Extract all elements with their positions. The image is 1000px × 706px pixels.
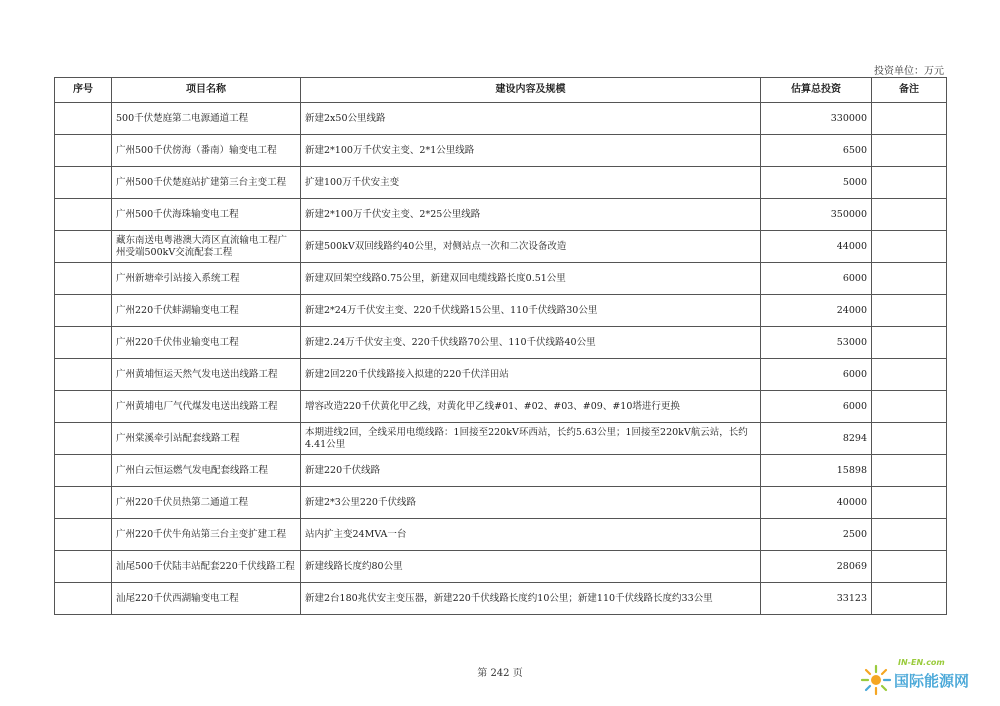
table-row — [55, 551, 947, 583]
table-row — [55, 103, 947, 135]
watermark-logo — [858, 652, 996, 702]
table-row — [55, 231, 947, 263]
cell-seq — [55, 519, 112, 551]
header-seq: 序号 — [55, 78, 112, 103]
cell-note — [872, 583, 947, 615]
cell-seq — [55, 487, 112, 519]
cell-project-name: 汕尾220千伏西湖输变电工程 — [112, 583, 301, 615]
table-row — [55, 327, 947, 359]
cell-investment: 40000 — [761, 487, 872, 519]
cell-project-name: 广州220千伏蚌湖输变电工程 — [112, 295, 301, 327]
cell-note — [872, 103, 947, 135]
cell-seq — [55, 199, 112, 231]
cell-investment: 15898 — [761, 455, 872, 487]
watermark-name: 国际能源网 — [894, 672, 970, 690]
cell-note — [872, 231, 947, 263]
investment-unit-label: 投资单位：万元 — [874, 66, 944, 77]
cell-investment: 6000 — [761, 263, 872, 295]
cell-seq — [55, 327, 112, 359]
cell-seq — [55, 583, 112, 615]
cell-content: 新建2x50公里线路 — [301, 103, 761, 135]
cell-investment: 350000 — [761, 199, 872, 231]
cell-content: 本期进线2回，全线采用电缆线路：1回接至220kV环西站，长约5.63公里；1回接至220kV航云站，长约4.41公里 — [301, 423, 761, 455]
cell-project-name: 广州白云恒运燃气发电配套线路工程 — [112, 455, 301, 487]
table-row — [55, 519, 947, 551]
cell-content: 新建2台180兆伏安主变压器，新建220千伏线路长度约10公里；新建110千伏线路长度约33公里 — [301, 583, 761, 615]
cell-investment: 24000 — [761, 295, 872, 327]
table-row — [55, 487, 947, 519]
cell-seq — [55, 423, 112, 455]
cell-seq — [55, 455, 112, 487]
cell-project-name: 广州黄埔电厂气代煤发电送出线路工程 — [112, 391, 301, 423]
table-row — [55, 359, 947, 391]
cell-project-name: 广州500千伏傍海（番南）输变电工程 — [112, 135, 301, 167]
cell-note — [872, 423, 947, 455]
table-row — [55, 167, 947, 199]
cell-seq — [55, 135, 112, 167]
cell-content: 扩建100万千伏安主变 — [301, 167, 761, 199]
cell-content: 新建双回架空线路0.75公里，新建双回电缆线路长度0.51公里 — [301, 263, 761, 295]
cell-content: 新建2*100万千伏安主变、2*1公里线路 — [301, 135, 761, 167]
cell-project-name: 广州500千伏楚庭站扩建第三台主变工程 — [112, 167, 301, 199]
project-table — [54, 77, 947, 615]
cell-project-name: 广州220千伏员热第二通道工程 — [112, 487, 301, 519]
cell-note — [872, 167, 947, 199]
cell-seq — [55, 103, 112, 135]
cell-note — [872, 519, 947, 551]
cell-project-name: 广州新塘牵引站接入系统工程 — [112, 263, 301, 295]
cell-note — [872, 295, 947, 327]
cell-seq — [55, 263, 112, 295]
cell-investment: 6500 — [761, 135, 872, 167]
table-row — [55, 295, 947, 327]
cell-note — [872, 391, 947, 423]
cell-note — [872, 551, 947, 583]
cell-investment: 44000 — [761, 231, 872, 263]
cell-note — [872, 199, 947, 231]
cell-content: 新建2*24万千伏安主变、220千伏线路15公里、110千伏线路30公里 — [301, 295, 761, 327]
cell-content: 新建2.24万千伏安主变、220千伏线路70公里、110千伏线路40公里 — [301, 327, 761, 359]
cell-note — [872, 455, 947, 487]
table-row — [55, 583, 947, 615]
cell-content: 增容改造220千伏黄化甲乙线，对黄化甲乙线#01、#02、#03、#09、#10塔进行更换 — [301, 391, 761, 423]
cell-seq — [55, 295, 112, 327]
cell-note — [872, 359, 947, 391]
cell-investment: 8294 — [761, 423, 872, 455]
cell-seq — [55, 359, 112, 391]
cell-project-name: 广州500千伏海珠输变电工程 — [112, 199, 301, 231]
cell-project-name: 广州黄埔恒运天然气发电送出线路工程 — [112, 359, 301, 391]
cell-seq — [55, 551, 112, 583]
cell-investment: 5000 — [761, 167, 872, 199]
header-investment: 估算总投资 — [761, 78, 872, 103]
table-row — [55, 455, 947, 487]
table-row — [55, 199, 947, 231]
cell-investment: 6000 — [761, 391, 872, 423]
cell-content: 站内扩主变24MVA一台 — [301, 519, 761, 551]
cell-seq — [55, 167, 112, 199]
cell-content: 新建线路长度约80公里 — [301, 551, 761, 583]
watermark-domain: IN-EN.com — [898, 658, 945, 667]
table-row — [55, 391, 947, 423]
cell-investment: 28069 — [761, 551, 872, 583]
cell-content: 新建500kV双回线路约40公里，对侧站点一次和二次设备改造 — [301, 231, 761, 263]
cell-project-name: 广州220千伏牛角站第三台主变扩建工程 — [112, 519, 301, 551]
cell-note — [872, 487, 947, 519]
cell-investment: 33123 — [761, 583, 872, 615]
cell-content: 新建220千伏线路 — [301, 455, 761, 487]
cell-investment: 2500 — [761, 519, 872, 551]
sun-flower-icon — [858, 662, 894, 698]
cell-investment: 330000 — [761, 103, 872, 135]
cell-note — [872, 327, 947, 359]
cell-seq — [55, 231, 112, 263]
page-number: 第 242 页 — [477, 668, 523, 679]
table-row — [55, 135, 947, 167]
cell-project-name: 汕尾500千伏陆丰站配套220千伏线路工程 — [112, 551, 301, 583]
cell-content: 新建2*3公里220千伏线路 — [301, 487, 761, 519]
cell-project-name: 广州棠溪牵引站配套线路工程 — [112, 423, 301, 455]
table-header-row — [55, 78, 947, 103]
cell-project-name: 藏东南送电粤港澳大湾区直流输电工程广州受端500kV交流配套工程 — [112, 231, 301, 263]
cell-investment: 6000 — [761, 359, 872, 391]
cell-investment: 53000 — [761, 327, 872, 359]
table-row — [55, 423, 947, 455]
cell-content: 新建2*100万千伏安主变、2*25公里线路 — [301, 199, 761, 231]
cell-project-name: 广州220千伏伟业输变电工程 — [112, 327, 301, 359]
cell-note — [872, 263, 947, 295]
cell-content: 新建2回220千伏线路接入拟建的220千伏洋田站 — [301, 359, 761, 391]
cell-seq — [55, 391, 112, 423]
cell-note — [872, 135, 947, 167]
header-project-name: 项目名称 — [112, 78, 301, 103]
cell-project-name: 500千伏楚庭第二电源通道工程 — [112, 103, 301, 135]
table-row — [55, 263, 947, 295]
header-content: 建设内容及规模 — [301, 78, 761, 103]
header-note: 备注 — [872, 78, 947, 103]
